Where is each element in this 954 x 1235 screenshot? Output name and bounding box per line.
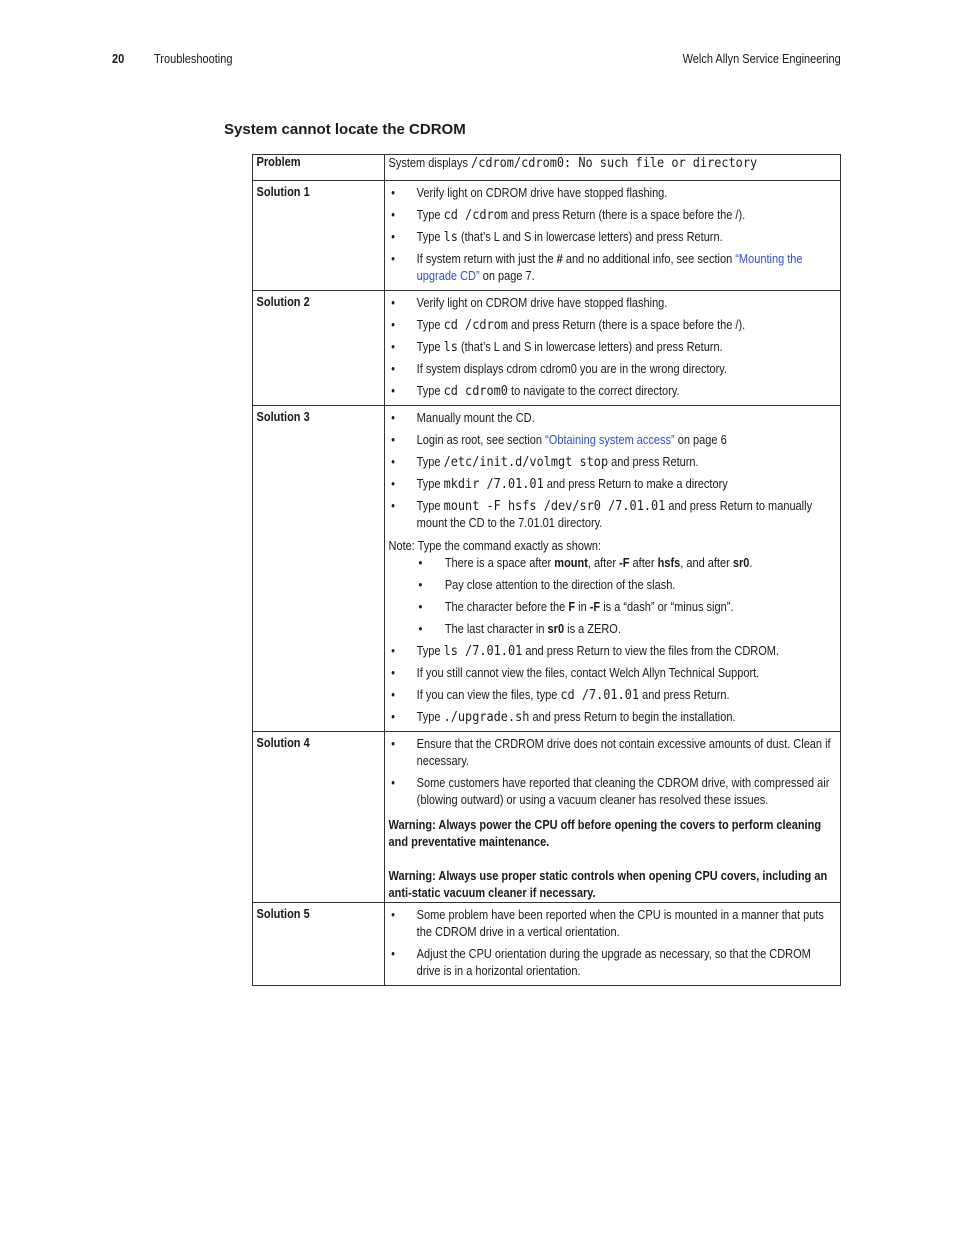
solution-row — [253, 406, 841, 732]
problem-code: /cdrom/cdrom0: No such file or directory — [471, 155, 758, 171]
list-item: • Type /etc/init.d/volmgt stop and press Return. — [389, 454, 836, 471]
list-item: • Type ls (that’s L and S in lowercase letters) and press Return. — [389, 229, 836, 246]
list-item: • Adjust the CPU orientation during the upgrade as necessary, so that the CDROM drive is in a horizontal orientation. — [389, 946, 836, 980]
list-item: • There is a space after mount, after -F after hsfs, and after sr0. — [389, 555, 836, 572]
list-item: • Pay close attention to the direction of the slash. — [389, 577, 836, 594]
solution-4-list — [389, 736, 836, 809]
list-item: • If system displays cdrom cdrom0 you are in the wrong directory. — [389, 361, 836, 378]
problem-prefix: System displays — [388, 156, 472, 170]
solution-label: Solution 4 — [256, 736, 310, 750]
solution-label: Solution 1 — [256, 185, 310, 199]
publisher-name: Welch Allyn Service Engineering — [682, 52, 841, 66]
list-item: • The character before the F in -F is a “dash” or “minus sign”. — [389, 599, 836, 616]
list-item: • Manually mount the CD. — [389, 410, 836, 427]
list-item: • The last character in sr0 is a ZERO. — [389, 621, 836, 638]
troubleshooting-table — [252, 154, 841, 986]
list-item: • Verify light on CDROM drive have stopped flashing. — [389, 185, 836, 202]
problem-label: Problem — [256, 155, 301, 169]
note-sublist — [389, 555, 836, 638]
list-item: • If you can view the files, type cd /7.01.01 and press Return. — [389, 687, 836, 704]
list-item: • Type mkdir /7.01.01 and press Return to make a directory — [389, 476, 836, 493]
solution-2-list — [389, 295, 836, 400]
warning-power: Warning: Always power the CPU off before opening the covers to perform cleaning and preventative maintenance. — [388, 818, 822, 849]
list-item: • Verify light on CDROM drive have stopped flashing. — [389, 295, 836, 312]
note-text: Note: Type the command exactly as shown: — [388, 539, 602, 553]
problem-text — [385, 155, 836, 172]
solution-3-list-cont — [389, 643, 836, 726]
page-title: System cannot locate the CDROM — [224, 121, 466, 138]
list-item: • Some problem have been reported when the CPU is mounted in a manner that puts the CDROM drive in a vertical orientation. — [389, 907, 836, 941]
solution-row — [253, 181, 841, 291]
list-item: • Type ls (that’s L and S in lowercase letters) and press Return. — [389, 339, 836, 356]
list-item: • Ensure that the CRDROM drive does not contain excessive amounts of dust. Clean if necessary. — [389, 736, 836, 770]
solution-label: Solution 2 — [256, 295, 310, 309]
list-item: • Type cd /cdrom and press Return (there is a space before the /). — [389, 317, 836, 334]
solution-row — [253, 903, 841, 986]
solution-label: Solution 3 — [256, 410, 310, 424]
solution-label: Solution 5 — [256, 907, 310, 921]
list-item: • Type ls /7.01.01 and press Return to view the files from the CDROM. — [389, 643, 836, 660]
solution-3-list — [389, 410, 836, 532]
system-access-link[interactable]: “Obtaining system access” — [545, 433, 675, 447]
section-name: Troubleshooting — [154, 52, 233, 66]
list-item: • Login as root, see section “Obtaining system access” on page 6 — [389, 432, 836, 449]
list-item: • Type mount -F hsfs /dev/sr0 /7.01.01 and press Return to manually mount the CD to the 7.01.01 directory. — [389, 498, 836, 532]
list-item: • Type cd cdrom0 to navigate to the correct directory. — [389, 383, 836, 400]
list-item: • Some customers have reported that cleaning the CDROM drive, with compressed air (blowing outward) or using a vacuum cleaner has resolved these issues. — [389, 775, 836, 809]
page-number: 20 — [112, 52, 125, 66]
list-item: • Type cd /cdrom and press Return (there is a space before the /). — [389, 207, 836, 224]
list-item: • If system return with just the # and no additional info, see section “Mounting the upgrade CD” on page 7. — [389, 251, 836, 285]
solution-1-list — [389, 185, 836, 285]
solution-row — [253, 291, 841, 406]
list-item: • Type ./upgrade.sh and press Return to begin the installation. — [389, 709, 836, 726]
problem-row — [253, 155, 841, 181]
list-item: • If you still cannot view the files, contact Welch Allyn Technical Support. — [389, 665, 836, 682]
solution-5-list — [389, 907, 836, 980]
mounting-cd-link[interactable]: “Mounting the upgrade CD” — [416, 252, 803, 283]
solution-row — [253, 732, 841, 903]
warning-static: Warning: Always use proper static controls when opening CPU covers, including an anti-static vacuum cleaner if necessary. — [388, 869, 828, 900]
